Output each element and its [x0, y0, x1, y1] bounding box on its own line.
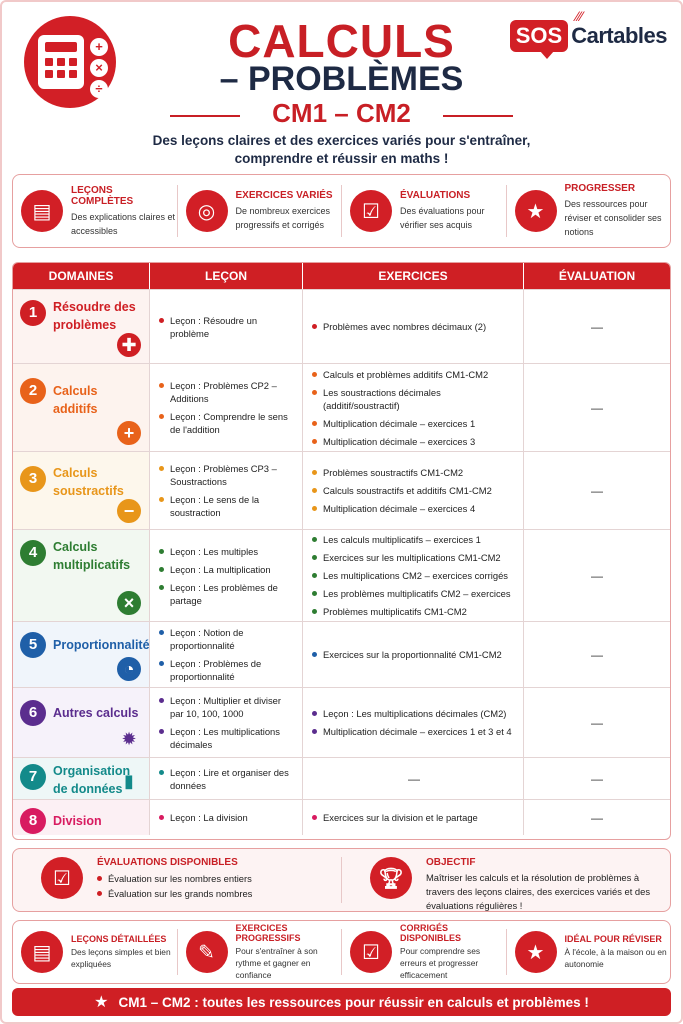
feature-title: ÉVALUATIONS: [400, 190, 471, 201]
exercises-cell: [303, 290, 524, 363]
exercise-link[interactable]: Calculs soustractifs et additifs CM1-CM2: [311, 484, 517, 497]
table-row: [13, 757, 670, 799]
checklist-icon: ☑: [41, 857, 83, 899]
domain-cell: [13, 688, 150, 757]
domain-name[interactable]: Organisation de données: [53, 764, 131, 796]
exercise-link[interactable]: Multiplication décimale – exercices 1: [311, 417, 517, 430]
lesson-link[interactable]: Leçon : Comprendre le sens de l'addition: [158, 410, 296, 436]
lesson-link[interactable]: Leçon : Problèmes CP2 – Additions: [158, 379, 296, 405]
domain-name[interactable]: Résoudre des problèmes: [53, 300, 136, 332]
exercise-link[interactable]: Les multiplications CM2 – exercices corrigés: [311, 569, 517, 582]
lesson-link[interactable]: Leçon : Multiplier et diviser par 10, 100, 1000: [158, 694, 296, 720]
empty-exercises: —: [408, 771, 420, 786]
evaluation-cell: —: [591, 810, 603, 825]
header-domaines: DOMAINES: [13, 263, 150, 289]
exercise-link[interactable]: Exercices sur la division et le partage: [311, 811, 517, 824]
exercise-link[interactable]: Exercices sur la proportionnalité CM1-CM2: [311, 648, 517, 661]
header-lecon: LEÇON: [150, 263, 303, 289]
domain-name[interactable]: Autres calculs: [53, 706, 139, 720]
lesson-link[interactable]: Leçon : Les problèmes de partage: [158, 581, 296, 607]
domain-cell: [13, 800, 150, 835]
domains-table: [12, 262, 671, 840]
evaluation-cell: —: [591, 319, 603, 334]
lesson-cell: [150, 622, 303, 687]
evaluation-cell: —: [591, 647, 603, 662]
domain-number: 1: [20, 300, 46, 326]
brand-logo[interactable]: [510, 20, 667, 52]
feature-title: EXERCICES VARIÉS: [235, 190, 333, 201]
table-body: [13, 289, 670, 835]
bottom-feature-title: LEÇONS DÉTAILLÉES: [71, 934, 167, 944]
star-icon: ★: [94, 994, 109, 1011]
feature-desc: De nombreux exercices progressifs et corrigés: [235, 206, 331, 230]
bottom-feature-title: IDÉAL POUR RÉVISER: [564, 934, 662, 944]
header-exercices: EXERCICES: [303, 263, 524, 289]
exercise-link[interactable]: Les problèmes multiplicatifs CM2 – exercices: [311, 587, 517, 600]
domain-name[interactable]: Division: [53, 814, 102, 828]
star-icon: ★: [515, 190, 557, 232]
lesson-link[interactable]: Leçon : Notion de proportionnalité: [158, 626, 296, 652]
footer-text: CM1 – CM2 : toutes les ressources pour réussir en calculs et problèmes !: [118, 994, 589, 1010]
logo-sos: SOS: [510, 20, 568, 52]
evaluations-section: [13, 857, 342, 903]
exercise-link[interactable]: Problèmes avec nombres décimaux (2): [311, 320, 517, 333]
feature-progresser: [507, 185, 671, 237]
exercise-link[interactable]: Leçon : Les multiplications décimales (CM2): [311, 707, 517, 720]
evaluation-cell: —: [591, 771, 603, 786]
lesson-link[interactable]: Leçon : Lire et organiser des données: [158, 766, 296, 792]
lesson-cell: [150, 688, 303, 757]
exercises-cell: [303, 622, 524, 687]
checklist-icon: ☑: [350, 931, 392, 973]
domain-number: 8: [20, 808, 46, 834]
times-icon: ×: [117, 591, 141, 615]
title-level: CM1 – CM2: [170, 98, 513, 129]
lesson-cell: [150, 364, 303, 451]
checklist-icon: ☑: [350, 190, 392, 232]
domain-cell: [13, 530, 150, 621]
evaluation-link[interactable]: Évaluation sur les grands nombres: [97, 886, 252, 901]
pencil-icon: ✎: [186, 931, 228, 973]
bottom-feature-title: CORRIGÉS DISPONIBLES: [400, 923, 462, 943]
lesson-link[interactable]: Leçon : Les multiples: [158, 545, 296, 558]
plus-icon: +: [117, 421, 141, 445]
domain-number: 4: [20, 540, 46, 566]
domain-number: 6: [20, 700, 46, 726]
lesson-cell: [150, 800, 303, 835]
spark-icon: ⁄⁄⁄: [575, 8, 583, 24]
lesson-link[interactable]: Leçon : Problèmes CP3 – Soustractions: [158, 462, 296, 488]
domain-cell: [13, 290, 150, 363]
title-main: CALCULS: [228, 15, 455, 67]
exercise-link[interactable]: Exercices sur les multiplications CM1-CM2: [311, 551, 517, 564]
exercises-cell: [303, 688, 524, 757]
table-row: [13, 799, 670, 835]
bottom-feature-desc: Pour s'entraîner à son rythme et gagner en confiance: [235, 946, 318, 980]
lesson-link[interactable]: Leçon : La multiplication: [158, 563, 296, 576]
trophy-icon: 🏆︎: [370, 857, 412, 899]
pie-chart-icon: ◔: [117, 657, 141, 681]
lesson-cell: [150, 290, 303, 363]
lesson-cell: [150, 758, 303, 799]
feature-desc: Des évaluations pour vérifier ses acquis: [400, 206, 485, 230]
table-row: [13, 529, 670, 621]
bottom-feature-desc: Pour comprendre ses erreurs et progresser efficacement: [400, 946, 481, 980]
domain-cell: [13, 452, 150, 529]
lightbulb-icon: ✹: [121, 729, 137, 749]
book-icon: ▤: [21, 190, 63, 232]
feature-desc: Des ressources pour réviser et consolider ses notions: [564, 199, 662, 237]
exercise-link[interactable]: Multiplication décimale – exercices 3: [311, 435, 517, 448]
domain-name[interactable]: Calculs additifs: [53, 384, 98, 416]
exercise-link[interactable]: Les calculs multiplicatifs – exercices 1: [311, 533, 517, 546]
objective-text: Maîtriser les calculs et la résolution de problèmes à travers des leçons claires, des exercices variés et des évaluations régulières !: [426, 872, 651, 911]
table-row: [13, 621, 670, 687]
domain-name[interactable]: Proportionnalité: [53, 638, 150, 652]
domain-name[interactable]: Calculs soustractifs: [53, 466, 124, 498]
bottom-features-bar: [12, 920, 671, 984]
evaluation-link[interactable]: Évaluation sur les nombres entiers: [97, 871, 252, 886]
lesson-link[interactable]: Leçon : La division: [158, 811, 296, 824]
bottom-feature: [507, 929, 671, 975]
exercise-link[interactable]: Problèmes multiplicatifs CM1-CM2: [311, 605, 517, 618]
domain-cell: [13, 364, 150, 451]
bottom-feature: [13, 929, 178, 975]
domain-cell: [13, 622, 150, 687]
bottom-feature-desc: À l'école, à la maison ou en autonomie: [564, 947, 667, 969]
exercise-link[interactable]: Multiplication décimale – exercices 4: [311, 502, 517, 515]
feature-title: LEÇONS COMPLÈTES: [71, 184, 134, 207]
table-row: [13, 363, 670, 451]
exercises-cell: [303, 800, 524, 835]
bar-chart-icon: ▮: [124, 771, 134, 791]
features-bar: [12, 174, 671, 248]
footer-banner: [12, 988, 671, 1016]
evaluations-title: ÉVALUATIONS DISPONIBLES: [97, 857, 238, 868]
exercises-cell: [303, 364, 524, 451]
exercise-link[interactable]: Calculs et problèmes additifs CM1-CM2: [311, 368, 517, 381]
puzzle-icon: ✚: [117, 333, 141, 357]
table-header: [13, 263, 670, 289]
objective-section: [342, 849, 670, 911]
evaluation-cell: —: [591, 483, 603, 498]
page-subtitle: Des leçons claires et des exercices variés pour s'entraîner, comprendre et réussir en maths !: [152, 133, 531, 166]
lesson-link[interactable]: Leçon : Problèmes de proportionnalité: [158, 657, 296, 683]
table-row: [13, 687, 670, 757]
table-row: [13, 451, 670, 529]
bottom-feature-title: EXERCICES PROGRESSIFS: [235, 923, 301, 943]
lesson-cell: [150, 452, 303, 529]
domain-number: 5: [20, 632, 46, 658]
exercise-link[interactable]: Multiplication décimale – exercices 1 et 3 et 4: [311, 725, 517, 738]
evaluation-cell: —: [591, 400, 603, 415]
exercises-cell: [303, 452, 524, 529]
calculator-icon: + × ÷: [24, 16, 116, 108]
star-icon: ★: [515, 931, 557, 973]
evaluation-cell: —: [591, 568, 603, 583]
bottom-feature: [342, 923, 507, 980]
feature-desc: Des explications claires et accessibles: [71, 211, 176, 236]
header-evaluation: ÉVALUATION: [558, 269, 636, 283]
domain-number: 2: [20, 378, 46, 404]
exercises-cell: [303, 530, 524, 621]
lesson-link[interactable]: Leçon : Résoudre un problème: [158, 314, 296, 340]
lesson-link[interactable]: Leçon : Les multiplications décimales: [158, 725, 296, 751]
feature-exercices: [178, 185, 343, 237]
lesson-link[interactable]: Leçon : Le sens de la soustraction: [158, 493, 296, 519]
feature-evaluations: [342, 185, 507, 237]
target-icon: ◎: [186, 190, 228, 232]
domain-cell: [13, 758, 150, 799]
domain-name[interactable]: Calculs multiplicatifs: [53, 540, 131, 572]
exercise-link[interactable]: Problèmes soustractifs CM1-CM2: [311, 466, 517, 479]
bottom-feature: [178, 923, 343, 980]
lesson-cell: [150, 530, 303, 621]
table-row: [13, 289, 670, 363]
exercise-link[interactable]: Les soustractions décimales (additif/soustractif): [311, 386, 517, 412]
feature-lecons: [13, 185, 178, 237]
bottom-feature-desc: Des leçons simples et bien expliquées: [71, 947, 171, 969]
minus-icon: −: [117, 499, 141, 523]
feature-title: PROGRESSER: [564, 183, 636, 194]
exercises-cell: [303, 758, 524, 799]
objective-title: OBJECTIF: [426, 857, 476, 868]
evaluation-cell: —: [591, 715, 603, 730]
title-sub: – PROBLÈMES: [219, 60, 464, 98]
evaluations-objective-box: [12, 848, 671, 912]
logo-cartables: Cartables: [571, 23, 667, 48]
book-icon: ▤: [21, 931, 63, 973]
domain-number: 7: [20, 764, 46, 790]
domain-number: 3: [20, 466, 46, 492]
